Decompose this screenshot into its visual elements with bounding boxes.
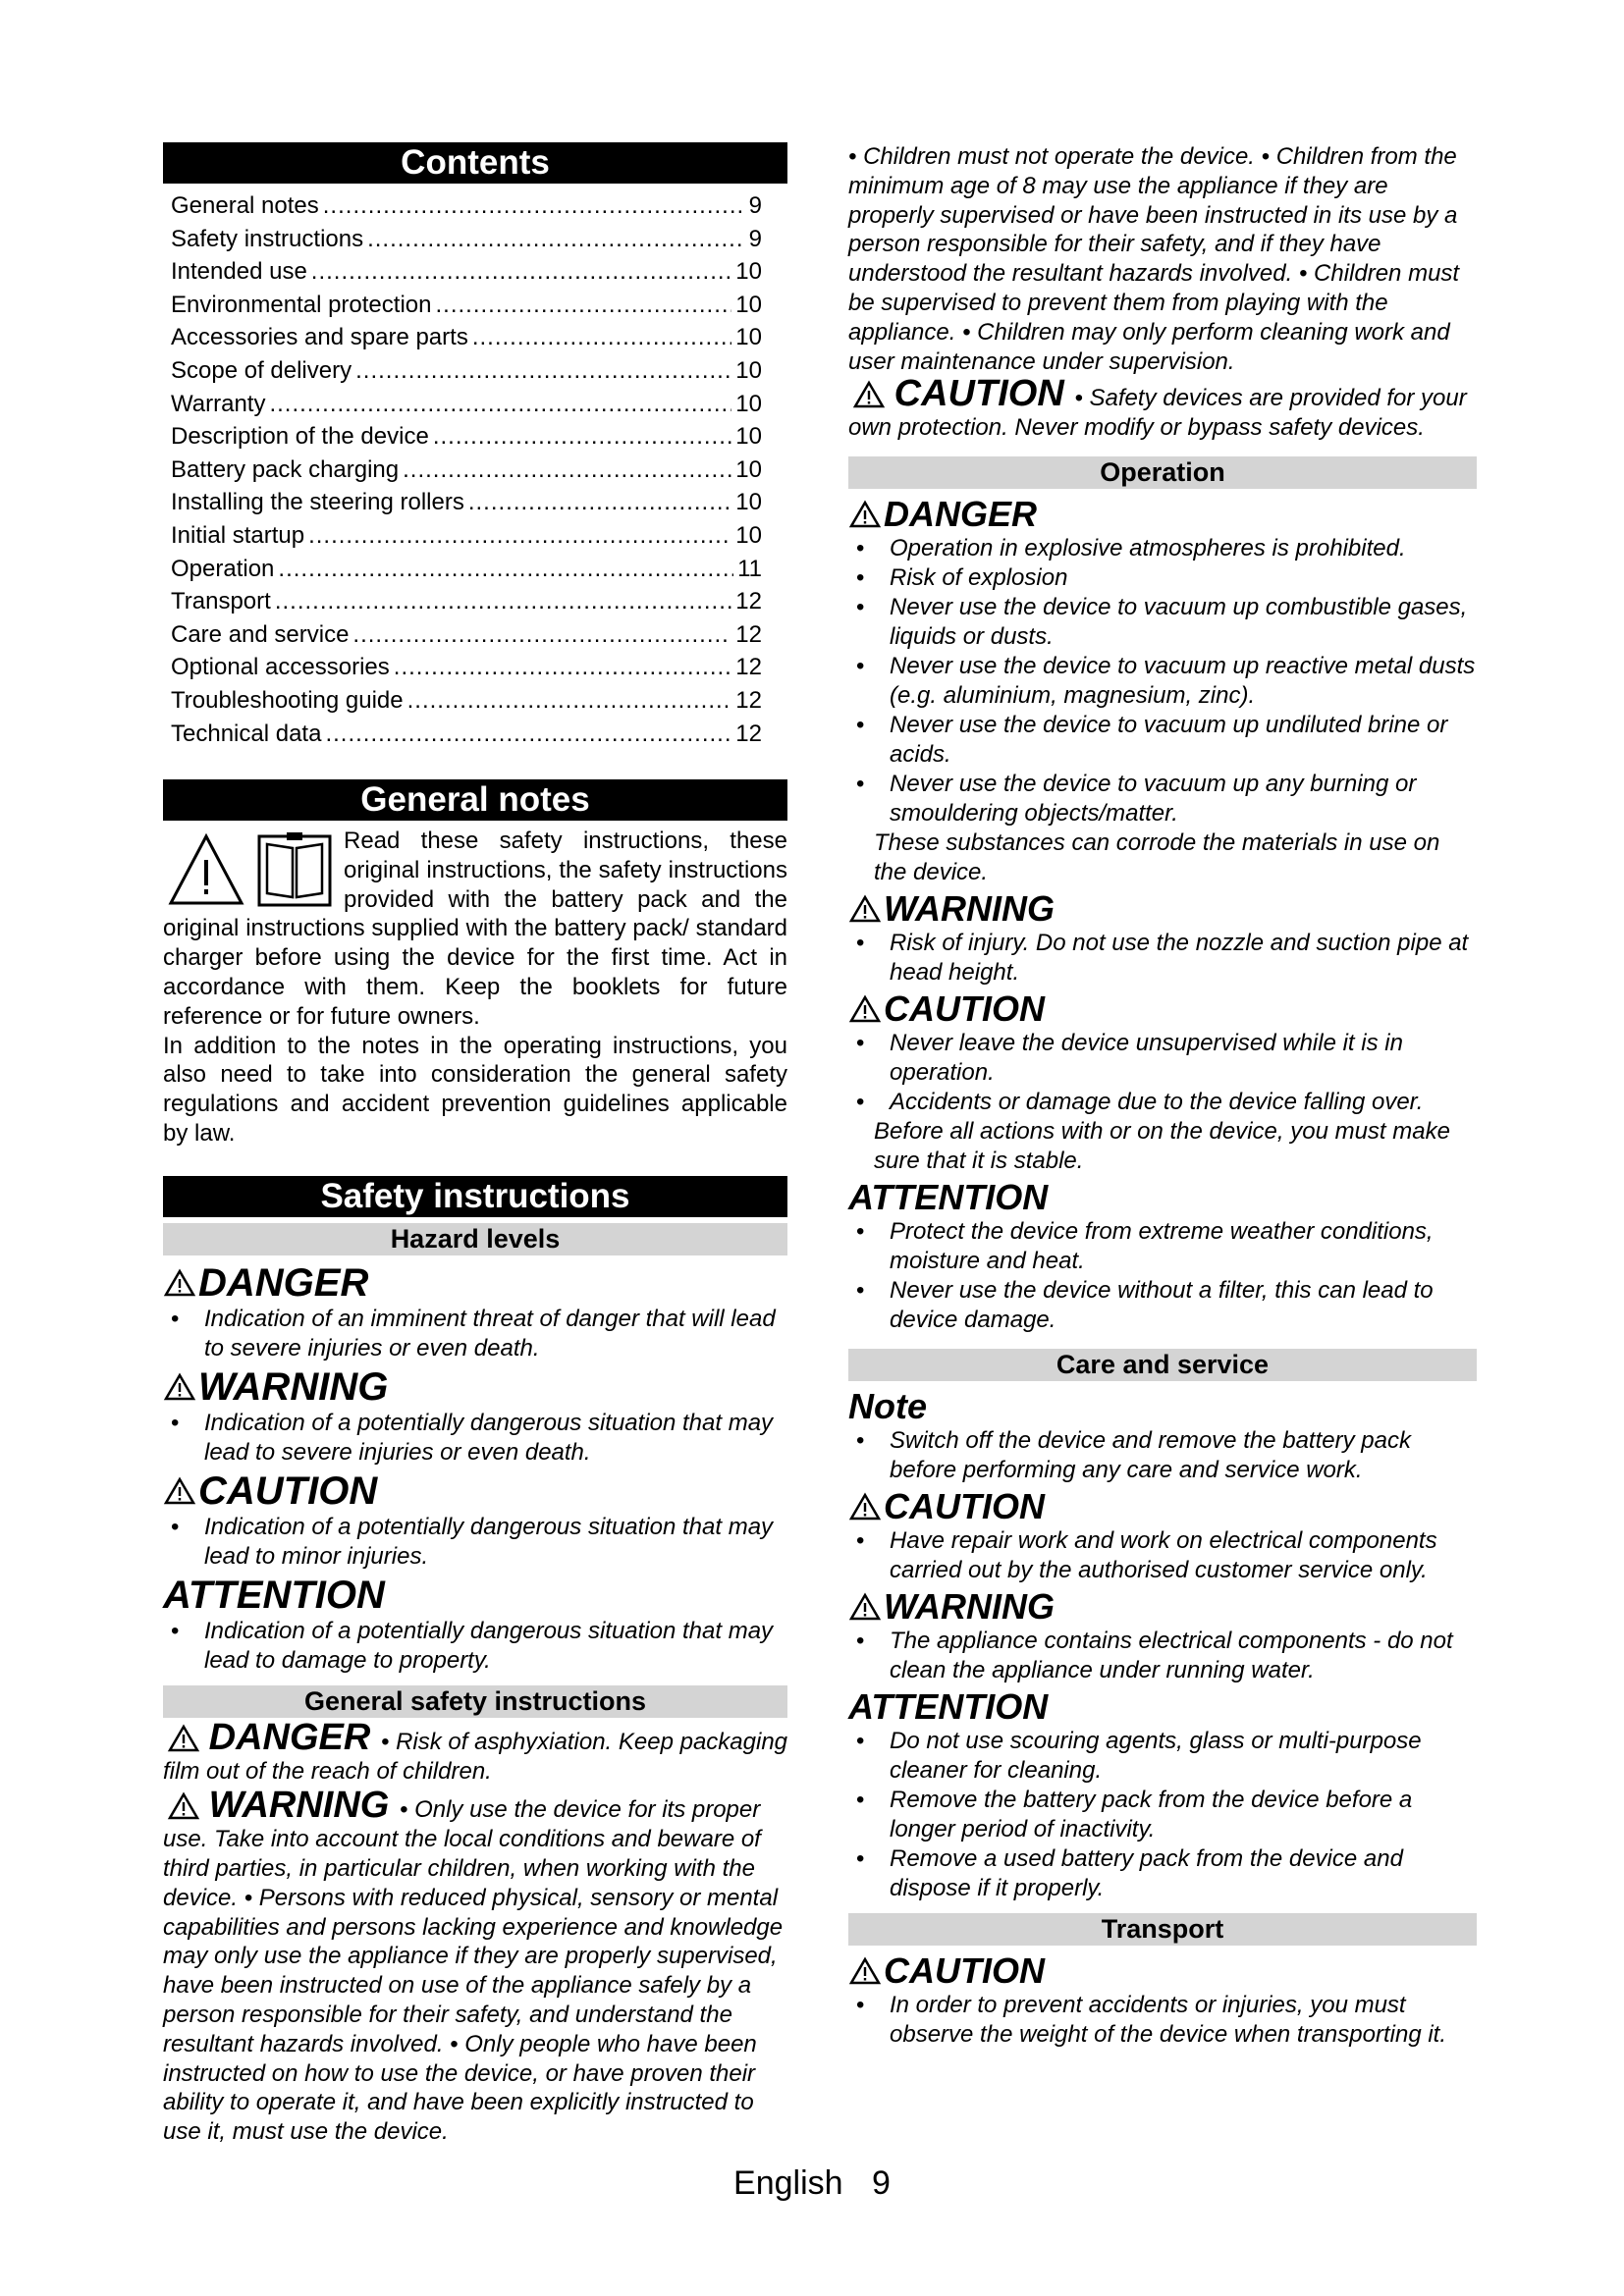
warning-triangle-icon bbox=[167, 1791, 200, 1821]
warning-triangle-icon bbox=[163, 1372, 196, 1402]
warning-triangle-icon bbox=[167, 1724, 200, 1753]
toc-entry bbox=[163, 354, 787, 388]
toc-entry-title: Safety instructions bbox=[171, 225, 364, 252]
list-item: • Switch off the device and remove the battery pack before performing any care and service work. bbox=[848, 1426, 1477, 1485]
safety-devices-text: • Safety devices are provided for your own protection. Never modify or bypass safety devices. bbox=[848, 385, 1467, 442]
toc-entry bbox=[163, 618, 787, 652]
operation-attention-heading bbox=[848, 1178, 1477, 1217]
caution-label: CAUTION bbox=[893, 373, 1064, 415]
toc-entry-title: Technical data bbox=[171, 720, 322, 747]
general-notes-heading: General notes bbox=[163, 779, 787, 821]
operation-heading: Operation bbox=[848, 456, 1477, 489]
toc-entry-page: 10 bbox=[735, 455, 762, 483]
care-service-heading: Care and service bbox=[848, 1349, 1477, 1381]
caution-label: CAUTION bbox=[884, 988, 1045, 1029]
care-caution-list bbox=[848, 1526, 1477, 1585]
operation-caution-heading bbox=[848, 989, 1477, 1029]
toc-entry-page: 12 bbox=[735, 620, 762, 648]
list-item: • Never use the device to vacuum up any burning or smouldering objects/matter. bbox=[848, 770, 1477, 828]
caution-label: CAUTION bbox=[198, 1468, 378, 1513]
toc-entry-page: 10 bbox=[735, 390, 762, 417]
general-notes-paragraph-1: Read these safety instructions, these original instructions, the safety instructions provided with the battery pack and the original instructions supplied with the battery pack/ standard charger before using the device for the first time. Act in accordance with them. Keep the booklets for future reference or for future owners. bbox=[163, 828, 787, 1030]
toc-dot-leader bbox=[472, 321, 731, 354]
general-safety-heading: General safety instructions bbox=[163, 1685, 787, 1718]
toc-dot-leader bbox=[367, 223, 745, 256]
hazard-danger-heading bbox=[163, 1261, 787, 1305]
caution-label: CAUTION bbox=[884, 1949, 1045, 1991]
warning-triangle-icon bbox=[848, 500, 882, 529]
toc-entry-title: Scope of delivery bbox=[171, 356, 352, 384]
warning-label: WARNING bbox=[208, 1785, 390, 1827]
toc-entry-page: 10 bbox=[735, 258, 762, 286]
general-danger-text: • Risk of asphyxiation. Keep packaging film out of the reach of children. bbox=[163, 1728, 788, 1785]
toc-entry bbox=[163, 223, 787, 256]
warning-triangle-icon bbox=[848, 894, 882, 924]
list-item: • Do not use scouring agents, glass or multi-purpose cleaner for cleaning. bbox=[848, 1727, 1477, 1786]
care-warning-heading bbox=[848, 1587, 1477, 1627]
general-notes-paragraph-2: In addition to the notes in the operating instructions, you also need to take into consideration the general safety regulations and accident prevention guidelines applicable by law. bbox=[163, 1032, 787, 1148]
care-caution-heading bbox=[848, 1487, 1477, 1526]
list-item: • The appliance contains electrical components - do not clean the appliance under running water. bbox=[848, 1627, 1477, 1685]
toc-entry-title: Intended use bbox=[171, 258, 307, 286]
toc-entry-title: Initial startup bbox=[171, 521, 305, 549]
operation-danger-heading bbox=[848, 495, 1477, 534]
toc-dot-leader bbox=[403, 454, 731, 487]
hazard-attention-heading bbox=[163, 1574, 787, 1617]
toc-entry-page: 10 bbox=[735, 423, 762, 451]
list-item: • Indication of a potentially dangerous situation that may lead to severe injuries or even death. bbox=[163, 1409, 787, 1468]
list-item: • In order to prevent accidents or injuries, you must observe the weight of the device when transporting it. bbox=[848, 1991, 1477, 2050]
warning-triangle-icon bbox=[848, 994, 882, 1024]
toc-entry bbox=[163, 651, 787, 684]
list-item: • Accidents or damage due to the device falling over. bbox=[848, 1088, 1477, 1117]
warning-triangle-icon bbox=[163, 1476, 196, 1506]
list-item: • Remove the battery pack from the device before a longer period of inactivity. bbox=[848, 1786, 1477, 1844]
toc-entry bbox=[163, 519, 787, 553]
care-warning-list bbox=[848, 1627, 1477, 1685]
toc-entry-title: Operation bbox=[171, 555, 275, 582]
warning-triangle-icon bbox=[852, 380, 886, 409]
transport-caution-list bbox=[848, 1991, 1477, 2050]
list-item: • Operation in explosive atmospheres is prohibited. bbox=[848, 534, 1477, 563]
operation-danger-list bbox=[848, 534, 1477, 828]
toc-dot-leader bbox=[355, 354, 731, 388]
list-item: • Indication of a potentially dangerous situation that may lead to minor injuries. bbox=[163, 1513, 787, 1572]
toc-entry bbox=[163, 553, 787, 586]
hazard-warning-heading bbox=[163, 1365, 787, 1409]
list-item: • Remove a used battery pack from the device and dispose if it properly. bbox=[848, 1844, 1477, 1903]
general-notes-section bbox=[163, 827, 787, 1148]
toc-dot-leader bbox=[269, 388, 731, 421]
list-item: • Never use the device without a filter, this can lead to device damage. bbox=[848, 1276, 1477, 1335]
toc-entry-title: Description of the device bbox=[171, 423, 429, 451]
warning-label: WARNING bbox=[884, 887, 1055, 929]
attention-label: ATTENTION bbox=[848, 1176, 1049, 1217]
toc-entry bbox=[163, 321, 787, 354]
operation-caution-list bbox=[848, 1029, 1477, 1117]
toc-dot-leader bbox=[311, 255, 732, 289]
list-item: • Never leave the device unsupervised while it is in operation. bbox=[848, 1029, 1477, 1088]
transport-heading: Transport bbox=[848, 1913, 1477, 1946]
toc-entry bbox=[163, 454, 787, 487]
hazard-levels-heading: Hazard levels bbox=[163, 1223, 787, 1255]
toc-entry-page: 12 bbox=[735, 588, 762, 615]
page-footer bbox=[0, 2163, 1624, 2203]
contents-heading: Contents bbox=[163, 142, 787, 184]
toc-entry-page: 9 bbox=[748, 192, 762, 219]
list-item: • Never use the device to vacuum up undiluted brine or acids. bbox=[848, 711, 1477, 770]
toc-entry-title: Transport bbox=[171, 588, 271, 615]
list-item: • Risk of explosion bbox=[848, 563, 1477, 593]
manual-book-icon bbox=[259, 832, 330, 905]
general-warning-text: • Only use the device for its proper use. Take into account the local conditions and beware of third parties, in particular children, when working with the device. • Persons with reduced physical, sensory or mental capabilities and persons lacking experience and knowledge may only use the appliance if they are properly supervised, have been instructed on use of the appliance safely by a person responsible for their safety, and understand the resultant hazards involved. • Only people who have been instructed on how to use the device, or have proven their ability to operate it, and have been explicitly instructed to use it, must use the device. bbox=[163, 1796, 784, 2146]
warning-triangle-icon bbox=[848, 1956, 882, 1986]
safety-instructions-heading: Safety instructions bbox=[163, 1176, 787, 1217]
toc-entry-title: Installing the steering rollers bbox=[171, 489, 464, 516]
general-warning-paragraph bbox=[163, 1785, 787, 2147]
operation-warning-heading bbox=[848, 889, 1477, 929]
toc-dot-leader bbox=[407, 684, 732, 718]
attention-label: ATTENTION bbox=[163, 1573, 385, 1617]
footer-language: English bbox=[733, 2164, 843, 2202]
toc-entry-page: 10 bbox=[735, 521, 762, 549]
warning-triangle-icon bbox=[163, 1268, 196, 1298]
operation-attention-list bbox=[848, 1217, 1477, 1335]
toc-entry bbox=[163, 684, 787, 718]
toc-entry-title: Battery pack charging bbox=[171, 455, 400, 483]
warning-label: WARNING bbox=[198, 1364, 389, 1409]
toc-entry bbox=[163, 420, 787, 454]
page-number: 9 bbox=[872, 2164, 891, 2202]
operation-warning-list bbox=[848, 929, 1477, 988]
operation-caution-note: Before all actions with or on the device, you must make sure that it is stable. bbox=[874, 1117, 1450, 1174]
toc-dot-leader bbox=[323, 189, 745, 223]
general-danger-paragraph bbox=[163, 1716, 788, 1787]
toc-entry bbox=[163, 718, 787, 751]
warning-triangle-icon bbox=[848, 1592, 882, 1622]
list-item: • Never use the device to vacuum up reactive metal dusts (e.g. aluminium, magnesium, zinc). bbox=[848, 652, 1477, 711]
toc-entry bbox=[163, 486, 787, 519]
toc-entry bbox=[163, 585, 787, 618]
attention-label: ATTENTION bbox=[848, 1685, 1049, 1727]
toc-entry-title: Care and service bbox=[171, 620, 350, 648]
toc-dot-leader bbox=[278, 553, 733, 586]
list-item: • Never use the device to vacuum up combustible gases, liquids or dusts. bbox=[848, 593, 1477, 652]
note-label: Note bbox=[848, 1385, 927, 1426]
danger-label: DANGER bbox=[208, 1716, 371, 1758]
danger-label: DANGER bbox=[884, 493, 1038, 534]
toc-dot-leader bbox=[435, 289, 731, 322]
toc-entry-page: 11 bbox=[737, 555, 762, 582]
warning-triangle-icon bbox=[171, 836, 242, 903]
caution-label: CAUTION bbox=[884, 1485, 1045, 1526]
toc-entry-title: Accessories and spare parts bbox=[171, 324, 468, 351]
toc-dot-leader bbox=[468, 486, 731, 519]
toc-dot-leader bbox=[325, 718, 731, 751]
operation-danger-note: These substances can corrode the materials in use on the device. bbox=[874, 828, 1440, 885]
toc-entry bbox=[163, 189, 787, 223]
toc-entry-title: Optional accessories bbox=[171, 654, 390, 681]
warning-triangle-icon bbox=[848, 1492, 882, 1522]
care-attention-list bbox=[848, 1727, 1477, 1903]
care-note-list bbox=[848, 1426, 1477, 1485]
toc-entry bbox=[163, 289, 787, 322]
toc-entry-page: 10 bbox=[735, 324, 762, 351]
toc-entry-page: 10 bbox=[735, 291, 762, 318]
toc-entry-title: Troubleshooting guide bbox=[171, 686, 404, 714]
toc-dot-leader bbox=[433, 420, 731, 454]
safety-devices-paragraph bbox=[848, 373, 1477, 443]
list-item: • Have repair work and work on electrical components carried out by the authorised customer service only. bbox=[848, 1526, 1477, 1585]
right-column bbox=[848, 142, 1477, 2050]
toc-entry-page: 12 bbox=[735, 686, 762, 714]
hazard-caution-heading bbox=[163, 1469, 787, 1513]
toc-entry-page: 10 bbox=[735, 489, 762, 516]
care-attention-heading bbox=[848, 1687, 1477, 1727]
list-item: • Protect the device from extreme weather conditions, moisture and heat. bbox=[848, 1217, 1477, 1276]
toc-entry bbox=[163, 388, 787, 421]
transport-caution-heading bbox=[848, 1951, 1477, 1991]
toc-dot-leader bbox=[394, 651, 732, 684]
list-item: • Indication of a potentially dangerous situation that may lead to damage to property. bbox=[163, 1617, 787, 1676]
list-item: • Indication of an imminent threat of danger that will lead to severe injuries or even death. bbox=[163, 1305, 787, 1363]
warning-label: WARNING bbox=[884, 1585, 1055, 1627]
toc-entry-title: Warranty bbox=[171, 390, 266, 417]
toc-entry-title: General notes bbox=[171, 192, 319, 219]
table-of-contents bbox=[163, 189, 787, 750]
toc-entry-page: 10 bbox=[735, 356, 762, 384]
left-column bbox=[163, 142, 787, 2147]
children-paragraph: • Children must not operate the device. • Children from the minimum age of 8 may use the appliance if they are properly supervised or have been instructed in its use by a person responsible for their safety, and if they have understood the resultant hazards involved. • Children must be supervised to prevent them from playing with the appliance. • Children may only perform cleaning work and user maintenance under supervision. bbox=[848, 143, 1460, 375]
toc-entry-page: 9 bbox=[748, 225, 762, 252]
general-notes-icons bbox=[163, 828, 338, 913]
list-item: • Risk of injury. Do not use the nozzle and suction pipe at head height. bbox=[848, 929, 1477, 988]
toc-entry bbox=[163, 255, 787, 289]
danger-label: DANGER bbox=[198, 1260, 369, 1305]
toc-entry-title: Environmental protection bbox=[171, 291, 432, 318]
toc-dot-leader bbox=[275, 585, 731, 618]
toc-dot-leader bbox=[352, 618, 731, 652]
toc-dot-leader bbox=[308, 519, 731, 553]
toc-entry-page: 12 bbox=[735, 654, 762, 681]
care-note-heading bbox=[848, 1387, 1477, 1426]
toc-entry-page: 12 bbox=[735, 720, 762, 747]
